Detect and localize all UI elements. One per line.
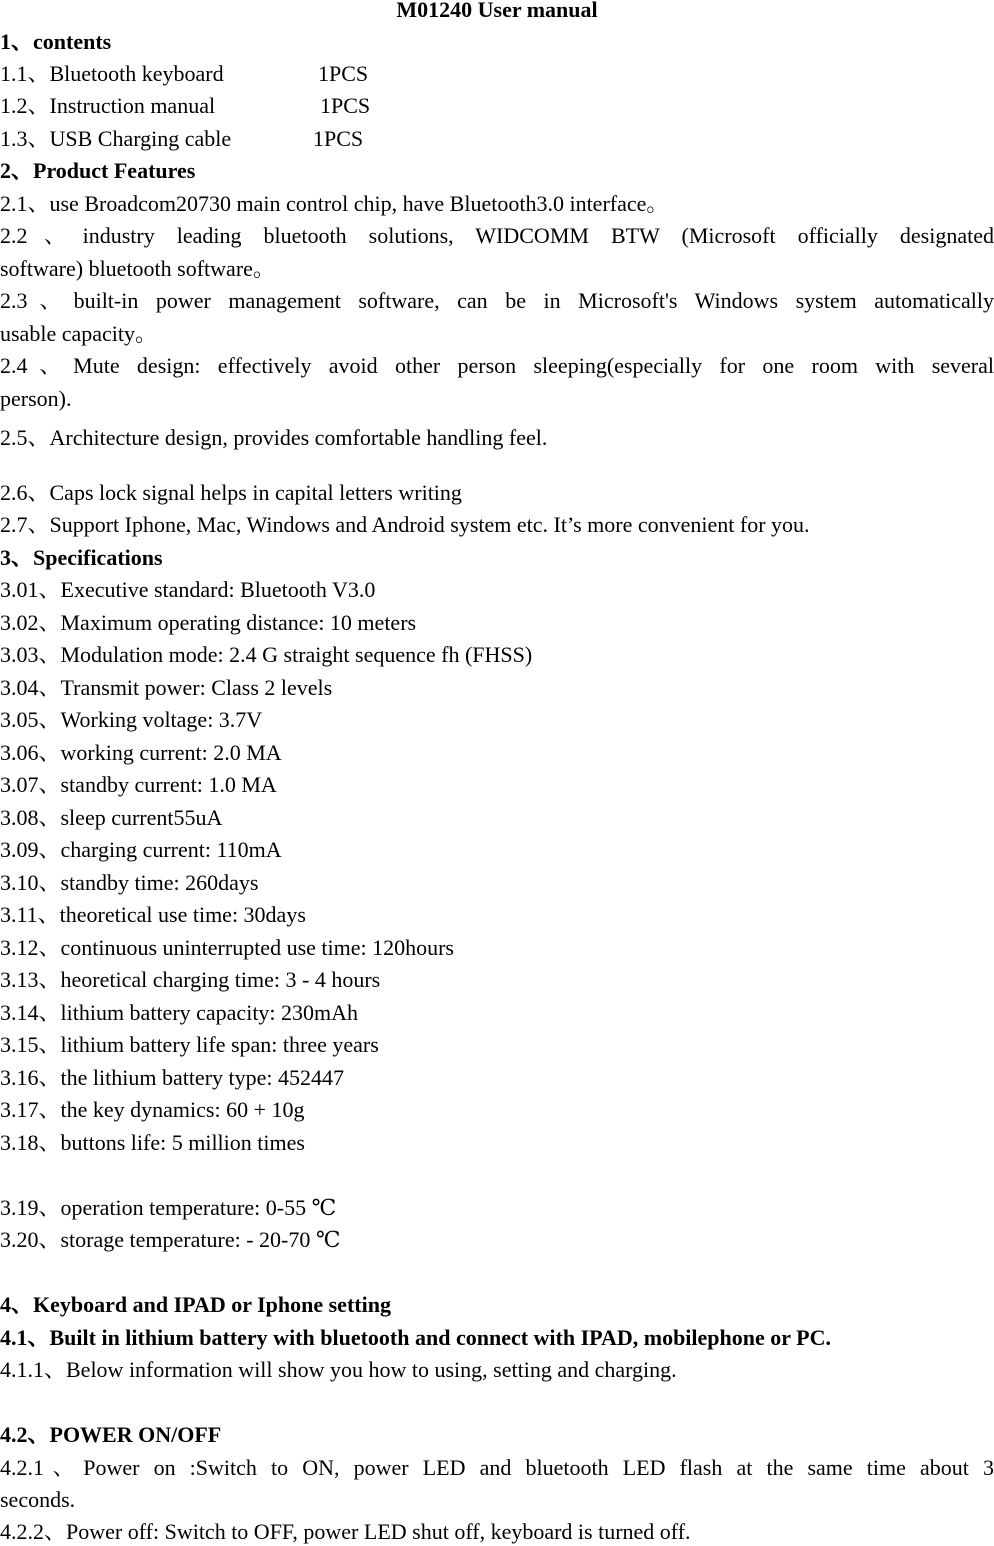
spec-item: 3.18、buttons life: 5 million times <box>0 1130 305 1155</box>
section-heading-setting: 4、Keyboard and IPAD or Iphone setting <box>0 1292 391 1317</box>
spec-item: 3.03、Modulation mode: 2.4 G straight sequence fh (FHSS) <box>0 642 533 667</box>
setting-4-1-1: 4.1.1、Below information will show you how to using, setting and charging. <box>0 1357 677 1382</box>
spec-item: 3.17、the key dynamics: 60 + 10g <box>0 1097 305 1122</box>
spec-item: 3.07、standby current: 1.0 MA <box>0 772 277 797</box>
section-heading-contents: 1、contents <box>0 29 112 54</box>
spec-item: 3.15、lithium battery life span: three years <box>0 1032 379 1057</box>
setting-4-2-1-line-2: seconds. <box>0 1487 76 1512</box>
spec-item: 3.11、theoretical use time: 30days <box>0 902 306 927</box>
contents-qty-cable: 1PCS <box>313 126 364 151</box>
spec-item: 3.09、charging current: 110mA <box>0 837 282 862</box>
feature-2-5: 2.5、Architecture design, provides comfortable handling feel. <box>0 425 548 450</box>
spec-item: 3.14、lithium battery capacity: 230mAh <box>0 1000 359 1025</box>
spec-item: 3.12、continuous uninterrupted use time: 120hours <box>0 935 454 960</box>
subsection-heading-4-1: 4.1、Built in lithium battery with bluetooth and connect with IPAD, mobilephone or PC. <box>0 1325 831 1350</box>
feature-2-4-line-1: 2.4、Mute design: effectively avoid other person sleeping(especially for one room with several <box>0 353 994 378</box>
spec-item: 3.06、working current: 2.0 MA <box>0 740 282 765</box>
contents-qty-manual: 1PCS <box>320 93 371 118</box>
feature-2-2-line-2: software) bluetooth software。 <box>0 256 275 281</box>
spec-item: 3.19、operation temperature: 0-55 ℃ <box>0 1195 337 1220</box>
spec-item: 3.01、Executive standard: Bluetooth V3.0 <box>0 577 376 602</box>
spec-item: 3.13、heoretical charging time: 3 - 4 hours <box>0 967 381 992</box>
spec-item: 3.04、Transmit power: Class 2 levels <box>0 675 333 700</box>
document-title: M01240 User manual <box>396 0 598 22</box>
feature-2-3-line-1: 2.3、built-in power management software, can be in Microsoft's Windows system automatically <box>0 288 994 313</box>
spec-item: 3.08、sleep current55uA <box>0 805 223 830</box>
spec-item: 3.20、storage temperature: - 20-70 ℃ <box>0 1227 341 1252</box>
feature-2-1: 2.1、use Broadcom20730 main control chip, have Bluetooth3.0 interface。 <box>0 191 669 216</box>
spec-item: 3.02、Maximum operating distance: 10 meters <box>0 610 417 635</box>
spec-item: 3.05、Working voltage: 3.7V <box>0 707 263 732</box>
setting-4-2-2: 4.2.2、Power off: Switch to OFF, power LED shut off, keyboard is turned off. <box>0 1519 691 1544</box>
contents-item-keyboard: 1.1、Bluetooth keyboard <box>0 61 224 86</box>
subsection-heading-4-2: 4.2、POWER ON/OFF <box>0 1422 222 1447</box>
feature-2-7: 2.7、Support Iphone, Mac, Windows and Android system etc. It’s more convenient for you. <box>0 512 810 537</box>
contents-qty-keyboard: 1PCS <box>318 61 369 86</box>
contents-item-manual: 1.2、Instruction manual <box>0 93 216 118</box>
section-heading-features: 2、Product Features <box>0 158 196 183</box>
spec-item: 3.16、the lithium battery type: 452447 <box>0 1065 345 1090</box>
feature-2-6: 2.6、Caps lock signal helps in capital letters writing <box>0 480 462 505</box>
feature-2-2-line-1: 2.2、industry leading bluetooth solutions, WIDCOMM BTW (Microsoft officially designated <box>0 223 994 248</box>
setting-4-2-1-line-1: 4.2.1、Power on :Switch to ON, power LED and bluetooth LED flash at the same time about 3 <box>0 1455 994 1480</box>
section-heading-specifications: 3、Specifications <box>0 545 163 570</box>
contents-item-cable: 1.3、USB Charging cable <box>0 126 232 151</box>
feature-2-3-line-2: usable capacity。 <box>0 321 157 346</box>
spec-item: 3.10、standby time: 260days <box>0 870 259 895</box>
feature-2-4-line-2: person). <box>0 386 72 411</box>
